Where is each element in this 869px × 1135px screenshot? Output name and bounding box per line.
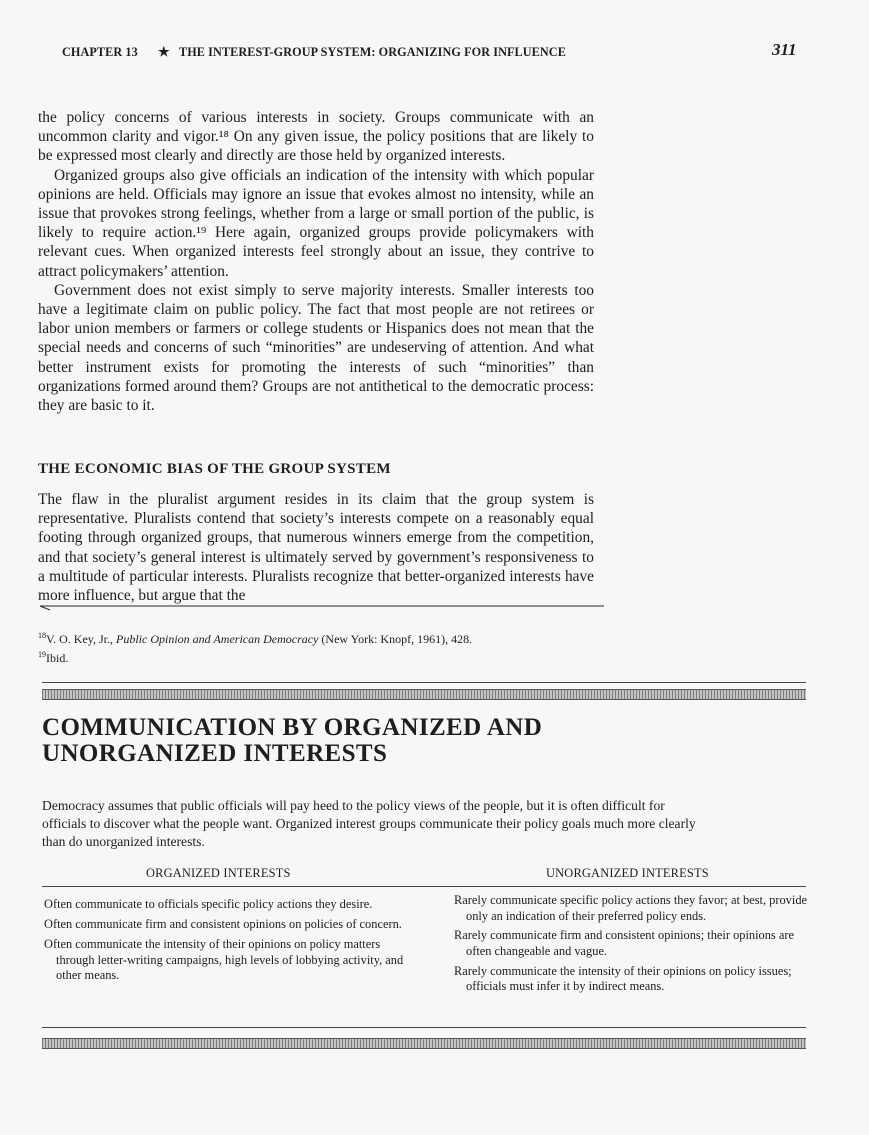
box-title: COMMUNICATION BY ORGANIZED AND UNORGANIZED INTERESTS [42,714,543,767]
handwritten-underline [38,603,608,617]
list-item: Rarely communicate the intensity of their opinions on policy issues; officials must infer it by indirect means. [454,963,792,994]
box-top-hatch-bar [42,689,806,700]
list-item: Rarely communicate firm and consistent opinions; their opinions are often changeable and vague. [454,928,794,958]
organized-interests-header: ORGANIZED INTERESTS [146,866,291,880]
unorganized-interests-header: UNORGANIZED INTERESTS [546,866,709,880]
body-paragraph: The flaw in the pluralist argument resides in its claim that the group system is representative. Pluralists contend that society’s interests compete on a reasonably equal footing through organized groups, that numerous winners emerge from the competition, and that society’s general interest is ultimately served by government’s responsiveness to a multitude of particular interests. Pluralists recognize that better-organized interests have more influence, but argue that the [38,491,594,605]
body-paragraph: Government does not exist simply to serve majority interests. Smaller interests too have a legitimate claim on public policy. The fact that most people are not retirees or labor union members or farmers or college students or Hispanics does not mean that the special needs and concerns of such “minorities” are undeserving of attention. And what better instrument exists for promoting the interests of such “minorities” than organizations formed around them? Groups are not antithetical to the democratic process: they are basic to it. [38,281,594,415]
list-item: Often communicate to officials specific policy actions they desire. [44,897,373,911]
body-paragraph: Organized groups also give officials an indication of the intensity with which popular opinions are held. Officials may ignore an issue that evokes almost no intensity, while an issue that provokes strong feelings, whether from a large or small portion of the public, is likely to require action.¹⁹ Here again, organized groups provide policymakers with relevant cues. When organized interests feel strongly about an issue, they contrive to attract policymakers’ attention. [38,166,594,280]
list-item: Often communicate the intensity of their opinions on policy matters through letter-writing campaigns, high levels of lobbying activity, and other means. [44,937,404,983]
body-text-block [38,108,594,415]
column-header-rule [42,886,806,887]
organized-interests-column [44,897,404,988]
chapter-label: CHAPTER 13 [62,45,138,59]
body-paragraph: the policy concerns of various interests in society. Groups communicate with an uncommon clarity and vigor.¹⁸ On any given issue, the policy positions that are likely to be expressed most clearly and directly are those held by organized interests. [38,109,594,165]
list-item: Rarely communicate specific policy actions they favor; at best, provide only an indication of their preferred policy ends. [454,893,808,923]
chapter-title: THE INTEREST-GROUP SYSTEM: ORGANIZING FOR INFLUENCE [179,45,566,59]
box-bottom-hatch-bar [42,1038,806,1049]
list-item: Often communicate firm and consistent opinions on policies of concern. [44,917,402,932]
page-number: 311 [772,40,797,59]
body-text-block [38,490,594,605]
box-bottom-rule [42,1027,806,1028]
section-heading: THE ECONOMIC BIAS OF THE GROUP SYSTEM [38,461,391,477]
box-top-rule [42,682,806,683]
footnote-19: $^{19}$Ibid. [38,650,69,665]
unorganized-interests-column [454,893,812,999]
footnote-18: $^{18}$V. O. Key, Jr., Public Opinion and American Democracy (New York: Knopf, 1961), 428. [38,631,473,646]
box-intro: Democracy assumes that public officials will pay heed to the policy views of the people, but it is often difficult for officials to discover what the people want. Organized interest groups communicate their policy goals much more clearly than do unorganized interests. [42,798,696,849]
star-separator-icon: ★ [158,44,170,59]
footnotes [38,628,472,666]
running-header [62,45,802,61]
